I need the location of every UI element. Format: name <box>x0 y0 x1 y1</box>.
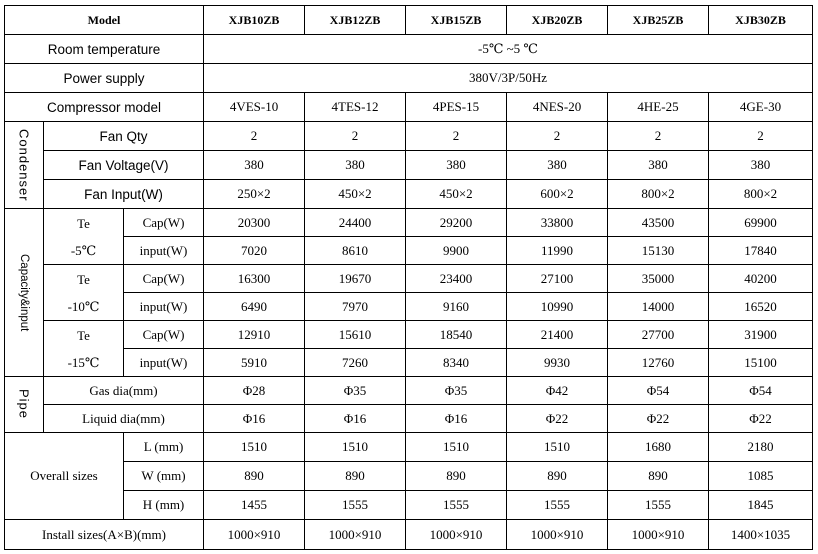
condenser-row <box>5 151 813 180</box>
install-cell: 1400×1035 <box>709 520 813 550</box>
input-cell: 14000 <box>608 293 709 321</box>
te-label: Te <box>77 215 90 231</box>
cap-cell: 18540 <box>406 321 507 349</box>
cap-cell: 40200 <box>709 265 813 293</box>
model-cell: XJB15ZB <box>406 6 507 35</box>
room-temperature-value: -5℃ ~5 ℃ <box>204 35 813 64</box>
overall-cell: 1845 <box>709 491 813 520</box>
overall-cell: 1510 <box>305 433 406 462</box>
cap-label: Cap(W) <box>124 321 204 349</box>
condenser-cell: 600×2 <box>507 180 608 209</box>
header-row <box>5 6 813 35</box>
cap-cell: 35000 <box>608 265 709 293</box>
compressor-cell: 4VES-10 <box>204 93 305 122</box>
input-cell: 7260 <box>305 349 406 377</box>
te-value: -15℃ <box>67 354 100 370</box>
capacity-input-row <box>5 237 813 265</box>
input-cell: 15100 <box>709 349 813 377</box>
cap-label: Cap(W) <box>124 265 204 293</box>
power-supply-label: Power supply <box>5 64 204 93</box>
install-cell: 1000×910 <box>305 520 406 550</box>
overall-cell: 1510 <box>204 433 305 462</box>
input-cell: 7020 <box>204 237 305 265</box>
install-row <box>5 520 813 550</box>
model-cell: XJB12ZB <box>305 6 406 35</box>
pipe-cell: Φ16 <box>305 405 406 433</box>
cap-cell: 27700 <box>608 321 709 349</box>
te-label-cell <box>44 321 124 377</box>
cap-cell: 24400 <box>305 209 406 237</box>
overall-row-label: H (mm) <box>124 491 204 520</box>
overall-row-label: L (mm) <box>124 433 204 462</box>
compressor-label: Compressor model <box>5 93 204 122</box>
overall-cell: 1085 <box>709 462 813 491</box>
overall-cell: 1455 <box>204 491 305 520</box>
cap-cell: 29200 <box>406 209 507 237</box>
input-label: input(W) <box>124 349 204 377</box>
condenser-row-label: Fan Voltage(V) <box>44 151 204 180</box>
pipe-cell: Φ28 <box>204 377 305 405</box>
condenser-cell: 2 <box>305 122 406 151</box>
install-cell: 1000×910 <box>204 520 305 550</box>
condenser-cell: 2 <box>406 122 507 151</box>
condenser-cell: 380 <box>406 151 507 180</box>
te-value: -5℃ <box>70 242 97 258</box>
input-label: input(W) <box>124 237 204 265</box>
capacity-input-row <box>5 349 813 377</box>
pipe-cell: Φ22 <box>608 405 709 433</box>
condenser-cell: 2 <box>709 122 813 151</box>
pipe-row <box>5 405 813 433</box>
cap-cell: 15610 <box>305 321 406 349</box>
input-cell: 5910 <box>204 349 305 377</box>
input-cell: 11990 <box>507 237 608 265</box>
room-temperature-row <box>5 35 813 64</box>
input-cell: 6490 <box>204 293 305 321</box>
condenser-cell: 450×2 <box>305 180 406 209</box>
pipe-cell: Φ16 <box>204 405 305 433</box>
overall-cell: 890 <box>507 462 608 491</box>
pipe-cell: Φ54 <box>709 377 813 405</box>
condenser-cell: 380 <box>709 151 813 180</box>
capacity-cap-row <box>5 209 813 237</box>
cap-cell: 16300 <box>204 265 305 293</box>
te-label-cell <box>44 209 124 265</box>
pipe-cell: Φ35 <box>305 377 406 405</box>
pipe-cell: Φ22 <box>709 405 813 433</box>
capacity-input-row <box>5 293 813 321</box>
overall-cell: 1555 <box>406 491 507 520</box>
overall-cell: 1555 <box>507 491 608 520</box>
pipe-cell: Φ22 <box>507 405 608 433</box>
te-label: Te <box>77 271 90 287</box>
overall-cell: 2180 <box>709 433 813 462</box>
input-cell: 16520 <box>709 293 813 321</box>
input-label: input(W) <box>124 293 204 321</box>
condenser-row <box>5 180 813 209</box>
input-cell: 8610 <box>305 237 406 265</box>
overall-cell: 1555 <box>608 491 709 520</box>
model-cell: XJB20ZB <box>507 6 608 35</box>
condenser-row-label: Fan Qty <box>44 122 204 151</box>
overall-cell: 1555 <box>305 491 406 520</box>
room-temperature-label: Room temperature <box>5 35 204 64</box>
model-cell: XJB30ZB <box>709 6 813 35</box>
pipe-cell: Φ54 <box>608 377 709 405</box>
pipe-row-label: Liquid dia(mm) <box>44 405 204 433</box>
condenser-cell: 800×2 <box>709 180 813 209</box>
overall-row-label: W (mm) <box>124 462 204 491</box>
input-cell: 12760 <box>608 349 709 377</box>
te-label: Te <box>77 327 90 343</box>
overall-group-label: Overall sizes <box>5 433 124 520</box>
overall-cell: 890 <box>406 462 507 491</box>
overall-cell: 1680 <box>608 433 709 462</box>
condenser-row-label: Fan Input(W) <box>44 180 204 209</box>
overall-row <box>5 491 813 520</box>
compressor-cell: 4NES-20 <box>507 93 608 122</box>
cap-label: Cap(W) <box>124 209 204 237</box>
input-cell: 10990 <box>507 293 608 321</box>
input-cell: 17840 <box>709 237 813 265</box>
compressor-cell: 4PES-15 <box>406 93 507 122</box>
install-cell: 1000×910 <box>608 520 709 550</box>
overall-row <box>5 462 813 491</box>
condenser-cell: 800×2 <box>608 180 709 209</box>
overall-cell: 1510 <box>507 433 608 462</box>
model-header: Model <box>5 6 204 35</box>
condenser-cell: 2 <box>204 122 305 151</box>
te-value: -10℃ <box>67 298 100 314</box>
input-cell: 8340 <box>406 349 507 377</box>
pipe-cell: Φ35 <box>406 377 507 405</box>
model-cell: XJB10ZB <box>204 6 305 35</box>
compressor-cell: 4HE-25 <box>608 93 709 122</box>
compressor-cell: 4GE-30 <box>709 93 813 122</box>
pipe-row-label: Gas dia(mm) <box>44 377 204 405</box>
overall-cell: 1510 <box>406 433 507 462</box>
cap-cell: 12910 <box>204 321 305 349</box>
spec-table <box>4 5 813 550</box>
capacity-cap-row <box>5 265 813 293</box>
cap-cell: 23400 <box>406 265 507 293</box>
condenser-cell: 380 <box>507 151 608 180</box>
pipe-group-label: Pipe <box>5 377 44 433</box>
power-supply-row <box>5 64 813 93</box>
input-cell: 7970 <box>305 293 406 321</box>
condenser-cell: 450×2 <box>406 180 507 209</box>
compressor-cell: 4TES-12 <box>305 93 406 122</box>
power-supply-value: 380V/3P/50Hz <box>204 64 813 93</box>
install-label: Install sizes(A×B)(mm) <box>5 520 204 550</box>
input-cell: 9900 <box>406 237 507 265</box>
cap-cell: 31900 <box>709 321 813 349</box>
condenser-cell: 250×2 <box>204 180 305 209</box>
cap-cell: 21400 <box>507 321 608 349</box>
input-cell: 9930 <box>507 349 608 377</box>
condenser-cell: 380 <box>608 151 709 180</box>
cap-cell: 33800 <box>507 209 608 237</box>
cap-cell: 43500 <box>608 209 709 237</box>
condenser-cell: 2 <box>608 122 709 151</box>
pipe-cell: Φ42 <box>507 377 608 405</box>
capacity-cap-row <box>5 321 813 349</box>
capacity-group-label: Capacity&input <box>5 209 44 377</box>
condenser-cell: 2 <box>507 122 608 151</box>
cap-cell: 19670 <box>305 265 406 293</box>
model-cell: XJB25ZB <box>608 6 709 35</box>
condenser-row <box>5 122 813 151</box>
cap-cell: 20300 <box>204 209 305 237</box>
overall-cell: 890 <box>608 462 709 491</box>
cap-cell: 69900 <box>709 209 813 237</box>
te-label-cell <box>44 265 124 321</box>
condenser-cell: 380 <box>204 151 305 180</box>
overall-cell: 890 <box>305 462 406 491</box>
install-cell: 1000×910 <box>507 520 608 550</box>
input-cell: 15130 <box>608 237 709 265</box>
input-cell: 9160 <box>406 293 507 321</box>
compressor-row <box>5 93 813 122</box>
condenser-cell: 380 <box>305 151 406 180</box>
overall-row <box>5 433 813 462</box>
condenser-group-label: Condenser <box>5 122 44 209</box>
overall-cell: 890 <box>204 462 305 491</box>
cap-cell: 27100 <box>507 265 608 293</box>
pipe-cell: Φ16 <box>406 405 507 433</box>
install-cell: 1000×910 <box>406 520 507 550</box>
pipe-row <box>5 377 813 405</box>
